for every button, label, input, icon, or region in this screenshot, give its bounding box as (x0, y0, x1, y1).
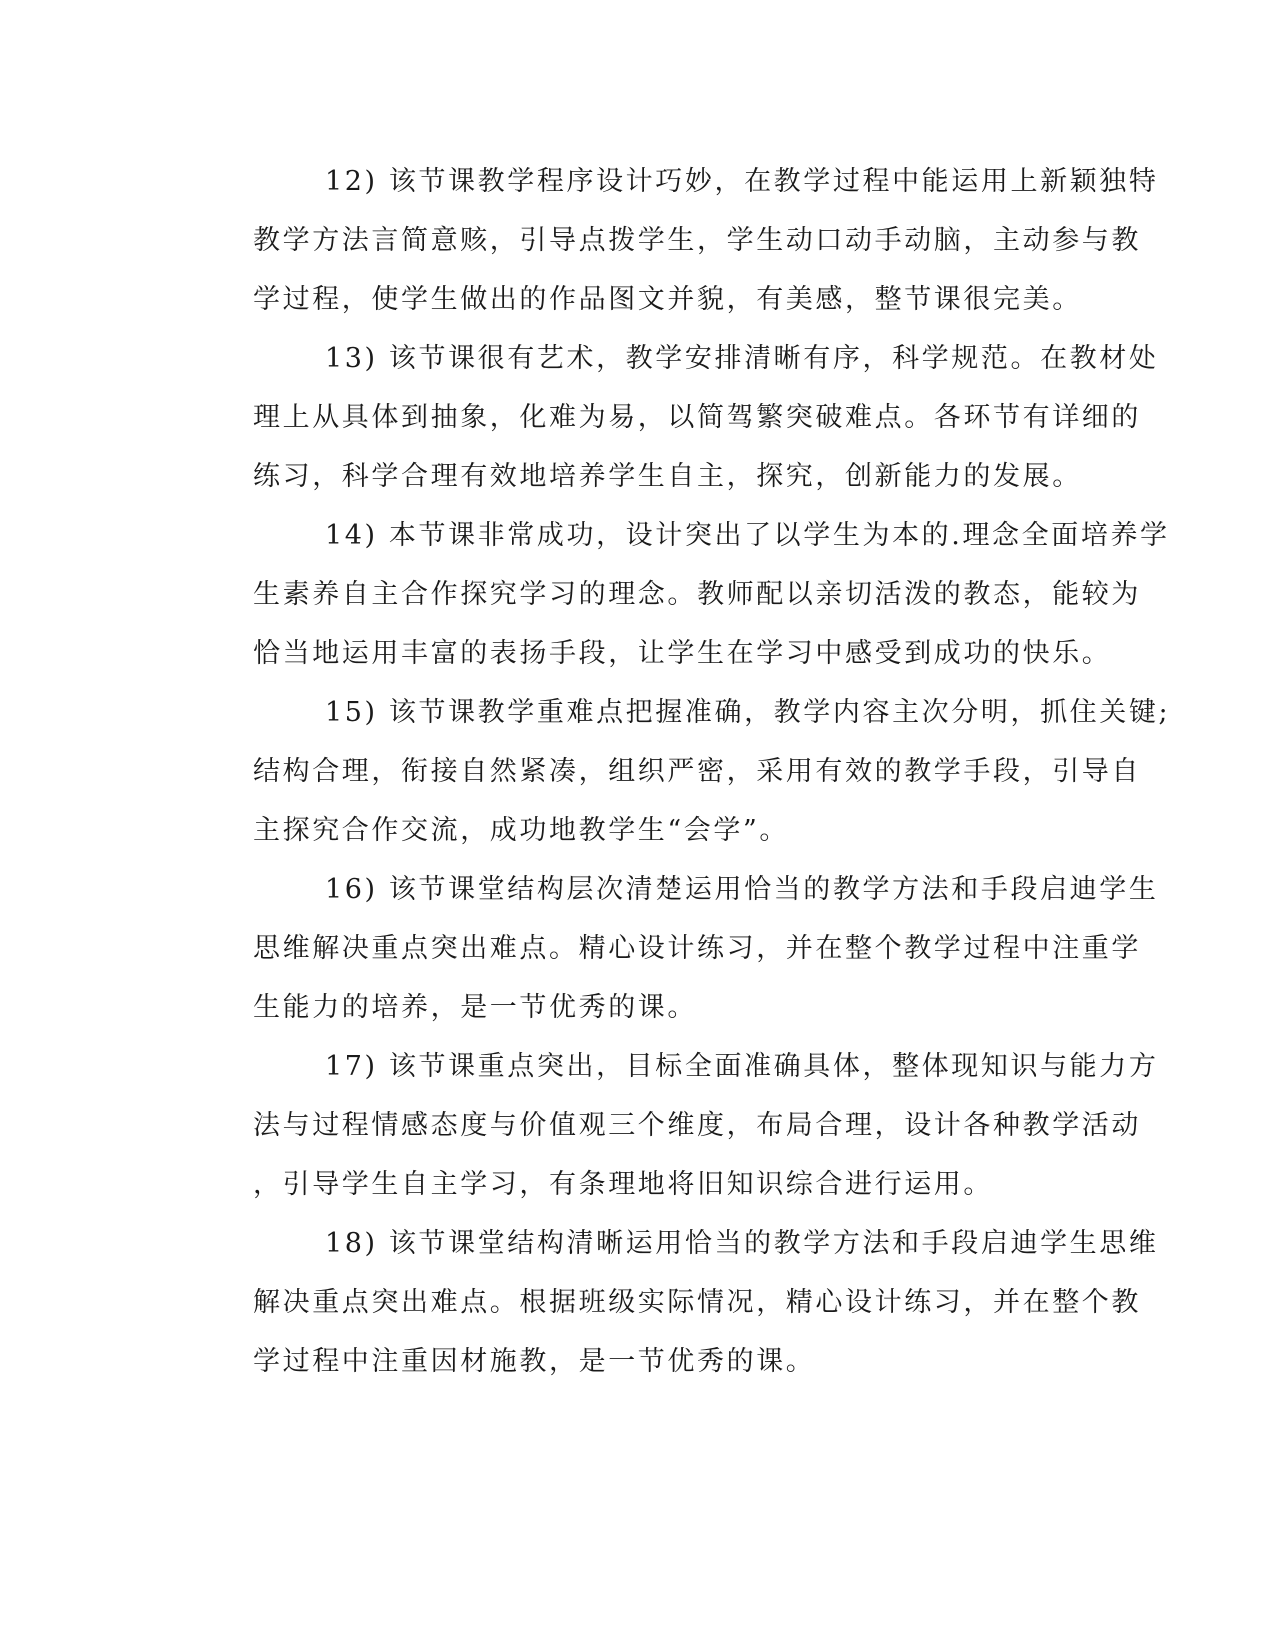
paragraph-17 (181, 1037, 1159, 1214)
paragraph-line: 练习，科学合理有效地培养学生自主，探究，创新能力的发展。 (253, 461, 1082, 492)
paragraph-line: 恰当地运用丰富的表扬手段，让学生在学习中感受到成功的快乐。 (253, 638, 1112, 669)
paragraph-line: 学过程中注重因材施教，是一节优秀的课。 (253, 1346, 816, 1377)
paragraph-line: 学过程，使学生做出的作品图文并貌，有美感，整节课很完美。 (253, 284, 1082, 315)
paragraph-12 (181, 152, 1159, 329)
paragraph-13 (181, 329, 1159, 506)
paragraph-line: 15) 该节课教学重难点把握准确，教学内容主次分明，抓住关键; (325, 697, 1171, 728)
paragraph-14 (181, 506, 1170, 683)
paragraph-line: 理上从具体到抽象，化难为易，以简驾繁突破难点。各环节有详细的 (253, 402, 1141, 433)
paragraph-line: 解决重点突出难点。根据班级实际情况，精心设计练习，并在整个教 (253, 1287, 1141, 1318)
document-body (181, 152, 1171, 1391)
paragraph-line: ，引导学生自主学习，有条理地将旧知识综合进行运用。 (253, 1169, 993, 1200)
paragraph-15 (181, 683, 1171, 860)
paragraph-18 (181, 1214, 1159, 1391)
paragraph-line: 思维解决重点突出难点。精心设计练习，并在整个教学过程中注重学 (253, 933, 1141, 964)
paragraph-line: 法与过程情感态度与价值观三个维度，布局合理，设计各种教学活动 (253, 1110, 1141, 1141)
paragraph-line: 12) 该节课教学程序设计巧妙，在教学过程中能运用上新颖独特 (325, 166, 1159, 197)
paragraph-line: 生素养自主合作探究学习的理念。教师配以亲切活泼的教态，能较为 (253, 579, 1141, 610)
paragraph-line: 18) 该节课堂结构清晰运用恰当的教学方法和手段启迪学生思维 (325, 1228, 1159, 1259)
paragraph-line: 14) 本节课非常成功，设计突出了以学生为本的.理念全面培养学 (325, 520, 1170, 551)
paragraph-line: 主探究合作交流，成功地教学生“会学”。 (253, 815, 790, 846)
paragraph-line: 结构合理，衔接自然紧凑，组织严密，采用有效的教学手段，引导自 (253, 756, 1141, 787)
paragraph-line: 13) 该节课很有艺术，教学安排清晰有序，科学规范。在教材处 (325, 343, 1159, 374)
paragraph-line: 生能力的培养，是一节优秀的课。 (253, 992, 697, 1023)
paragraph-16 (181, 860, 1159, 1037)
paragraph-line: 教学方法言简意赅，引导点拨学生，学生动口动手动脑，主动参与教 (253, 225, 1141, 256)
paragraph-line: 17) 该节课重点突出，目标全面准确具体，整体现知识与能力方 (325, 1051, 1159, 1082)
paragraph-line: 16) 该节课堂结构层次清楚运用恰当的教学方法和手段启迪学生 (325, 874, 1159, 905)
